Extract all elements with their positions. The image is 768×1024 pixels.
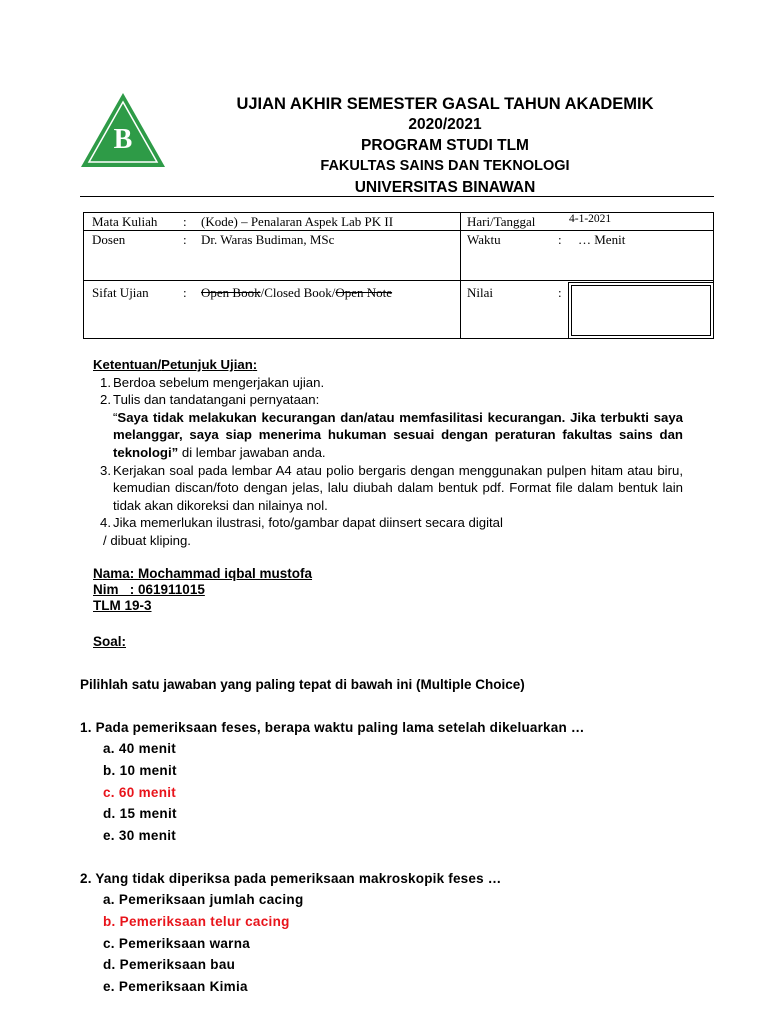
rule-item: 2. Tulis dan tandatangani pernyataan: xyxy=(100,392,320,408)
document-header xyxy=(180,94,710,198)
option-b-answer: b. Pemeriksaan telur cacing xyxy=(103,913,290,929)
colon: : xyxy=(558,232,562,247)
dosen-value: Dr. Waras Budiman, MSc xyxy=(201,232,335,247)
colon: : xyxy=(183,285,187,300)
rule-item: 1. Berdoa sebelum mengerjakan ujian. xyxy=(100,374,325,390)
sifat-ujian-label: Sifat Ujian xyxy=(92,285,149,300)
student-nim: Nim : 061911015 xyxy=(93,582,205,597)
student-info xyxy=(93,566,312,614)
option-b: b. 10 menit xyxy=(103,762,177,778)
hari-tanggal-value: 4-1-2021 xyxy=(569,213,612,225)
sifat-ujian-value: Open Book/Closed Book/Open Note xyxy=(201,285,393,300)
colon: : xyxy=(183,214,187,229)
question-2: 2. Yang tidak diperiksa pada pemeriksaan makroskopik feses … xyxy=(80,871,502,886)
logo-letter: B xyxy=(113,124,133,155)
open-note-option: Open Note xyxy=(335,285,393,300)
university-logo xyxy=(80,92,166,168)
waktu-value: … Menit xyxy=(578,232,626,247)
colon: : xyxy=(558,285,562,300)
option-c: c. Pemeriksaan warna xyxy=(103,935,251,951)
study-program: PROGRAM STUDI TLM xyxy=(361,137,529,154)
option-e: e. Pemeriksaan Kimia xyxy=(103,979,248,995)
question-1: 1. Pada pemeriksaan feses, berapa waktu paling lama setelah dikeluarkan … xyxy=(80,720,585,735)
dosen-label: Dosen xyxy=(92,232,126,247)
nilai-label: Nilai xyxy=(467,285,493,300)
header-divider xyxy=(80,196,714,197)
waktu-label: Waktu xyxy=(467,232,501,247)
open-book-option: Open Book xyxy=(201,285,261,300)
rule-item-continued: / dibuat kliping. xyxy=(103,532,191,548)
mata-kuliah-label: Mata Kuliah xyxy=(92,214,158,229)
academic-year: 2020/2021 xyxy=(408,116,482,133)
student-name: Nama: Mochammad iqbal mustofa xyxy=(93,566,313,581)
rules-title: Ketentuan/Petunjuk Ujian: xyxy=(93,357,258,372)
question-1-options xyxy=(103,738,177,847)
option-c-answer: c. 60 menit xyxy=(103,784,177,800)
option-d: d. Pemeriksaan bau xyxy=(103,957,236,973)
question-2-options xyxy=(103,889,304,998)
option-a: a. Pemeriksaan jumlah cacing xyxy=(103,892,304,907)
option-d: d. 15 menit xyxy=(103,806,177,822)
rule-item: 3. Kerjakan soal pada lembar A4 atau polio bergaris dengan menggunakan pulpen hitam atau biru, kemudian discan/foto dengan jelas, lalu diubah dalam bentuk pdf. Format file dalam bentuk lain tidak akan dikoreksi dan nilainya nol. xyxy=(100,462,683,513)
rule-item: 4. Jika memerlukan ilustrasi, foto/gambar dapat diinsert secara digital xyxy=(100,515,503,531)
hari-tanggal-label: Hari/Tanggal xyxy=(467,214,536,229)
exam-info-table xyxy=(83,212,714,339)
exam-rules xyxy=(93,356,683,550)
soal-heading: Soal: xyxy=(93,634,127,649)
university: UNIVERSITAS BINAWAN xyxy=(354,179,536,196)
option-a: a. 40 menit xyxy=(103,741,177,756)
mata-kuliah-value: (Kode) – Penalaran Aspek Lab PK II xyxy=(201,214,394,229)
colon: : xyxy=(183,232,187,247)
closed-book-option: Closed Book xyxy=(264,285,332,300)
instruction: Pilihlah satu jawaban yang paling tepat di bawah ini (Multiple Choice) xyxy=(80,677,525,692)
rule-statement: “Saya tidak melakukan kecurangan dan/atau memfasilitasi kecurangan. Jika terbukti saya melanggar, saya siap menerima hukuman sesuai dengan peraturan fakultas sains dan teknologi” di lembar jawaban anda. xyxy=(113,409,683,460)
student-class: TLM 19-3 xyxy=(93,598,152,613)
exam-title: UJIAN AKHIR SEMESTER GASAL TAHUN AKADEMIK xyxy=(236,95,654,113)
nilai-box xyxy=(568,282,714,339)
option-e: e. 30 menit xyxy=(103,828,177,844)
faculty: FAKULTAS SAINS DAN TEKNOLOGI xyxy=(320,158,570,174)
